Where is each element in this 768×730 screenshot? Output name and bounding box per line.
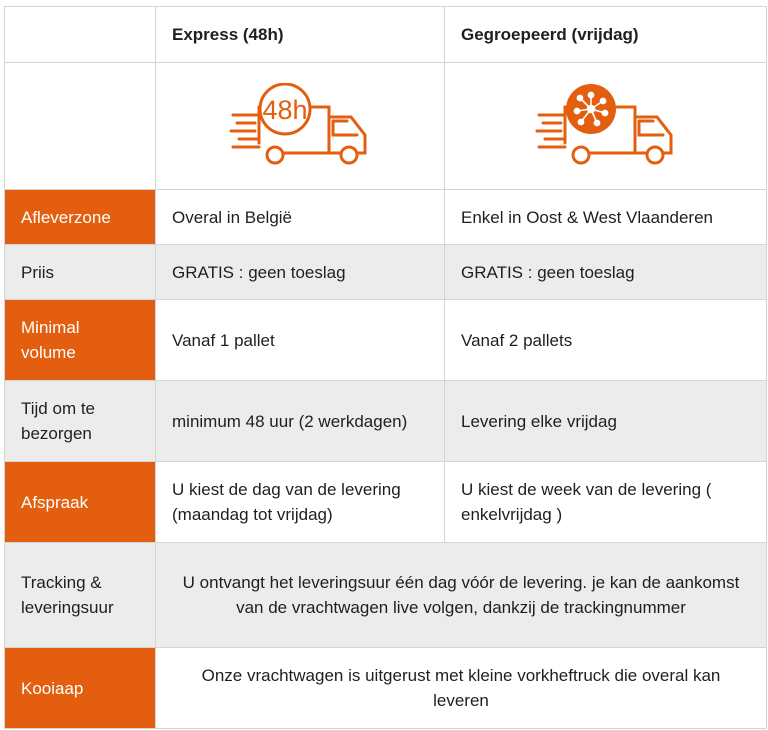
row-label-tijd: Tijd om te bezorgen <box>5 381 156 462</box>
delivery-comparison <box>4 6 766 729</box>
table-row <box>5 300 767 381</box>
badge-48h-label: 48h <box>262 95 308 125</box>
grouped-value: GRATIS : geen toeslag <box>445 245 767 300</box>
row-label-minimal-volume: Minimal volume <box>5 300 156 381</box>
express-value: minimum 48 uur (2 werkdagen) <box>156 381 445 462</box>
header-row <box>5 7 767 63</box>
table-row <box>5 648 767 729</box>
table-row <box>5 381 767 462</box>
grouped-value: Enkel in Oost & West Vlaanderen <box>445 190 767 245</box>
column-header-express: Express (48h) <box>156 7 445 63</box>
table-row <box>5 543 767 648</box>
shared-value: Onze vrachtwagen is uitgerust met kleine vorkheftruck die overal kan leveren <box>156 648 767 729</box>
grouped-value: Levering elke vrijdag <box>445 381 767 462</box>
header-empty-cell <box>5 7 156 63</box>
row-label-afspraak: Afspraak <box>5 462 156 543</box>
express-value: U kiest de dag van de levering (maandag tot vrijdag) <box>156 462 445 543</box>
shared-value: U ontvangt het leveringsuur één dag vóór de levering. je kan de aankomst van de vrachtwagen live volgen, dankzij de trackingnummer <box>156 543 767 648</box>
express-icon-cell <box>156 63 445 190</box>
icon-row <box>5 63 767 190</box>
icon-empty-cell <box>5 63 156 190</box>
truck-network-icon <box>535 83 677 169</box>
table-row <box>5 245 767 300</box>
express-value: GRATIS : geen toeslag <box>156 245 445 300</box>
express-value: Vanaf 1 pallet <box>156 300 445 381</box>
table-row <box>5 190 767 245</box>
grouped-value: U kiest de week van de levering ( enkelvrijdag ) <box>445 462 767 543</box>
express-value: Overal in België <box>156 190 445 245</box>
row-label-prijs: Priis <box>5 245 156 300</box>
row-label-kooiaap: Kooiaap <box>5 648 156 729</box>
column-header-grouped: Gegroepeerd (vrijdag) <box>445 7 767 63</box>
table-row <box>5 462 767 543</box>
comparison-table <box>4 6 767 729</box>
truck-48h-icon <box>229 83 371 169</box>
row-label-afleverzone: Afleverzone <box>5 190 156 245</box>
row-label-tracking: Tracking & leveringsuur <box>5 543 156 648</box>
grouped-value: Vanaf 2 pallets <box>445 300 767 381</box>
grouped-icon-cell <box>445 63 767 190</box>
